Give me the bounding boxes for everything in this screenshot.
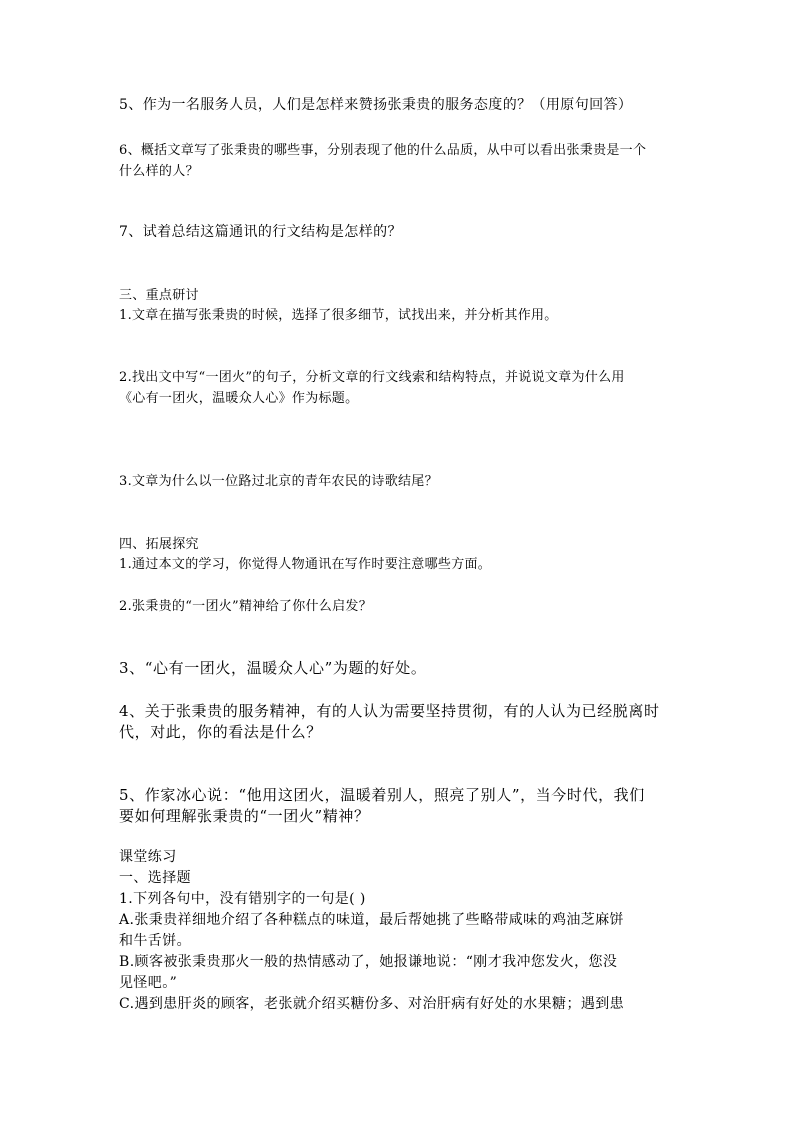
section-3-question-1: 1.文章在描写张秉贵的时候，选择了很多细节，试找出来，并分析其作用。: [119, 308, 558, 323]
section-4-question-4-line-1: 4、关于张秉贵的服务精神，有的人认为需要坚持贯彻，有的人认为已经脱离时: [119, 702, 660, 720]
option-a-line-2: 和牛舌饼。: [119, 933, 191, 949]
option-a-line-1: A.张秉贵祥细地介绍了各种糕点的味道，最后帮她挑了些略带咸味的鸡油芝麻饼: [119, 912, 624, 928]
section-4-question-2: 2.张秉贵的“一团火”精神给了你什么启发？: [119, 599, 372, 614]
choice-section-title: 一、选择题: [119, 870, 191, 886]
section-4-title: 四、拓展探究: [119, 537, 199, 552]
option-b-line-2: 见怪吧。”: [119, 975, 178, 991]
option-c-line-1: C.遇到患肝炎的顾客，老张就介绍买糖份多、对治肝病有好处的水果糖；遇到患: [119, 996, 625, 1012]
section-3-question-2-line-2: 《心有一团火，温暖众人心》作为标题。: [119, 391, 359, 406]
section-4-question-3: 3、“心有一团火，温暖众人心”为题的好处。: [119, 659, 427, 677]
question-7: 7、试着总结这篇通讯的行文结构是怎样的？: [119, 224, 402, 240]
section-3-title: 三、重点研讨: [119, 288, 199, 303]
section-4-question-1: 1.通过本文的学习，你觉得人物通讯在写作时要注意哪些方面。: [119, 557, 492, 572]
question-6-line-1: 6、概括文章写了张秉贵的哪些事，分别表现了他的什么品质，从中可以看出张秉贵是一个: [119, 143, 647, 158]
question-6-line-2: 什么样的人？: [119, 164, 199, 179]
practice-title: 课堂练习: [119, 849, 177, 865]
section-4-question-5-line-1: 5、作家冰心说：“他用这团火，温暖着别人，照亮了别人”，当今时代，我们: [119, 786, 645, 804]
question-5: 5、作为一名服务人员，人们是怎样来赞扬张秉贵的服务态度的？（用原句回答）: [119, 97, 633, 113]
section-4-question-4-line-2: 代，对此，你的看法是什么？: [119, 723, 322, 741]
section-4-question-5-line-2: 要如何理解张秉贵的“一团火”精神？: [119, 807, 370, 825]
option-b-line-1: B.顾客被张秉贵那火一般的热情感动了，她报谦地说：“刚才我冲您发火，您没: [119, 954, 618, 970]
section-3-question-3: 3.文章为什么以一位路过北京的青年农民的诗歌结尾？: [119, 474, 438, 489]
section-3-question-2-line-1: 2.找出文中写“一团火”的句子，分析文章的行文线索和结构特点，并说说文章为什么用: [119, 370, 625, 385]
choice-question-1: 1.下列各句中，没有错别字的一句是( ): [119, 891, 366, 907]
